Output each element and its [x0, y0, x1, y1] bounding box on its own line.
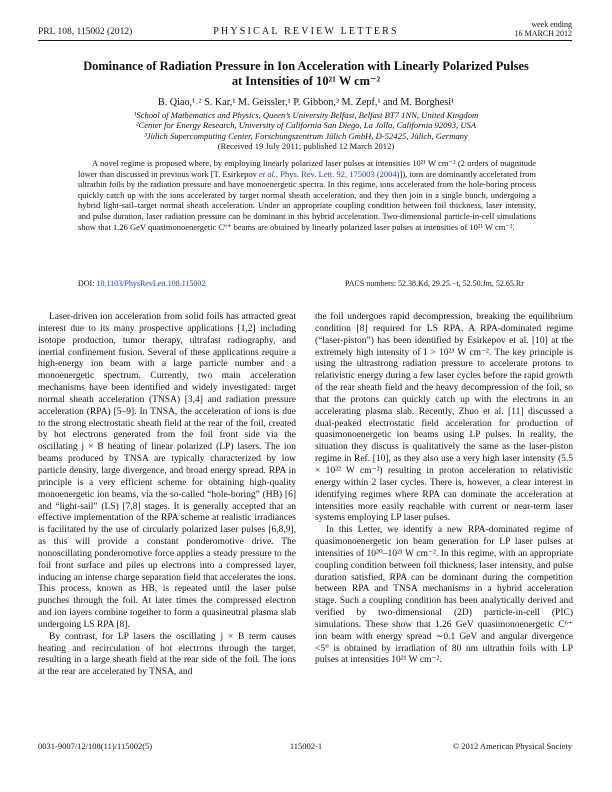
journal-reference: PRL 108, 115002 (2012)	[38, 27, 133, 37]
doi-label: DOI:	[78, 279, 97, 288]
received-dates: (Received 19 July 2011; published 12 March 2012)	[217, 141, 395, 152]
abstract	[78, 158, 536, 232]
abstract-etal[interactable]: et al.	[259, 168, 277, 179]
journal-name: PHYSICAL REVIEW LETTERS	[213, 26, 399, 37]
body-column-right	[315, 312, 573, 667]
abstract-text-2: ]), ions are dominantly accelerated from ultrathin foils by the radiation pressure and have monoenergetic spectra. In this regime, ions accelerated from the hole-boring process quickly catch up with the ions accelerated by target normal sheath acceleration, and they then join in a single bunch, undergoing a hybrid light-sail–target normal sheath acceleration. Under an appropriate coupling condition between foil thickness, laser intensity, and pulse duration, laser radiation pressure can be dominant in this hybrid acceleration. Two-dimensional particle-in-cell simulations show that 1.26 GeV quasimonoenergetic C⁶⁺ beams are obtained by linearly polarized laser pulses at intensities of 10²¹ W cm⁻².	[78, 168, 536, 232]
pacs-numbers: PACS numbers: 52.38.Kd, 29.25.−t, 52.50.Jm, 52.65.Rr	[345, 279, 524, 288]
paragraph-continuation: the foil undergoes rapid decompression, breaking the equilibrium condition [8] required for LS RPA. A RPA-dominated regime (“laser-piston”) has been identified by Esirkepov et al. [10] at the extremely high intensity of I > 10²³ W cm⁻². The key principle is using the ultrastrong radiation pressure to accelerate protons to relativistic energy during a few laser cycles before the rapid growth of the rear sheath field and the heavy decompression of the foil, so that the protons can quickly catch up with the electrons in an accelerating plasma slab. Recently, Zhuo et al. [11] discussed a dual-peaked electrostatic field acceleration for production of quasimonoenergetic ion beams using LP pulses. In reality, the situation they discuss is qualitatively the same as the laser-piston regime in Ref. [10], as they also use a very high laser intensity (5.5 × 10²² W cm⁻²) resulting in proton acceleration to relativistic energy within 2 laser cycles. There is, however, a clear interest in identifying regimes where RPA can dominate the acceleration at intensities more easily reachable with current or near-term laser systems employing LP laser pulses.	[315, 312, 573, 524]
copyright: © 2012 American Physical Society	[452, 741, 572, 751]
paper-title	[60, 59, 552, 89]
paragraph-this-letter: In this Letter, we identify a new RPA-dominated regime of quasimonoenergetic ion beam generation for LP laser pulses at intensities of 10²⁰–10²¹ W cm⁻². In this regime, with an appropriate coupling condition between foil thickness, laser intensity, and pulse duration satisfied, RPA can be dominant during the competition between RPA and TNSA mechanisms in a hybrid acceleration stage. Such a coupling condition has been analytically derived and verified by two-dimensional (2D) particle-in-cell (PIC) simulations. These show that 1.26 GeV quasimonoenergetic C⁶⁺ ion beam with energy spread ∼0.1 GeV and angular divergence <5° is obtained by irradiation of 80 nm ultrathin foils with LP pulses at intensities 10²¹ W cm⁻².	[315, 525, 573, 666]
doi	[78, 279, 205, 288]
abstract-text-1: A novel regime is proposed where, by employing linearly polarized laser pulses at intensities 10²¹ W cm⁻² (2 orders of magnitude lower than discussed in previous work [T. Esirkepov	[78, 158, 536, 179]
week-date: 16 MARCH 2012	[514, 29, 572, 38]
header-rule	[38, 40, 572, 41]
author-list: B. Qiao,¹˒² S. Kar,¹ M. Geissler,¹ P. Gibbon,³ M. Zepf,¹ and M. Borghesi¹	[157, 97, 455, 108]
abstract-reference-link[interactable]: , Phys. Rev. Lett. 92, 175003 (2004)	[276, 168, 400, 179]
title-line-1: Dominance of Radiation Pressure in Ion Acceleration with Linearly Polarized Pulses	[83, 59, 529, 73]
week-label: week ending	[531, 20, 572, 29]
affiliations	[0, 110, 612, 152]
body-column-left	[38, 312, 296, 679]
affiliation-1: ¹School of Mathematics and Physics, Queen’s University Belfast, Belfast BT7 1NN, United Kingdom	[133, 110, 479, 120]
affiliation-3: ³Jülich Supercomputing Center, Forschungszentrum Jülich GmbH, D-52425, Jülich, Germany	[144, 130, 468, 141]
doi-link[interactable]: 10.1103/PhysRevLett.108.115002	[96, 279, 206, 288]
page-number: 115002-1	[289, 741, 323, 751]
title-line-2: at Intensities of 10²¹ W cm⁻²	[231, 74, 381, 88]
issue-date	[515, 20, 572, 38]
footer-code: 0031-9007/12/108(11)/115002(5)	[38, 741, 153, 751]
paragraph-intro: Laser-driven ion acceleration from solid foils has attracted great interest due to its many prospective applications [1,2] including isotope production, tumor therapy, ultrafast radiography, and inertial confinement fusion. Several of these applications require a high-energy ion beam with a large particle number and a monoenergetic spectrum. Currently, two main acceleration mechanisms have been identified and widely investigated: target normal sheath acceleration (TNSA) [3,4] and radiation pressure acceleration (RPA) [5–9]. In TNSA, the acceleration of ions is due to the strong electrostatic sheath field at the rear of the foil, created by hot electrons generated from the foil front side via the oscillating j × B heating of linear polarized (LP) lasers. The ion beams produced by TNSA are typically characterized by low particle density, large divergence, and broad energy spread. RPA in principle is a very efficient scheme for obtaining high-quality monoenergetic ion beams, via the so-called “hole-boring” (HB) [6] and “light-sail” (LS) [7,8] stages. It is generally accepted that an effective implementation of the RPA scheme at realistic irradiances is facilitated by the use of circularly polarized laser pulses [6,8,9], as this will provide a constant ponderomotive drive. The nonoscillating ponderomotive force applies a steady pressure to the foil front surface and piles up electrons into a compressed layer, inducing an intense charge separation field that accelerates the ions. This process, known as HB, is repeated until the laser pulse punches through the foil. At later times the compressed electron and ion layers combine together to form a quasineutral plasma slab undergoing LS RPA [8].	[38, 312, 296, 630]
paragraph-contrast: By contrast, for LP lasers the oscillating j × B term causes heating and recirculation of hot electrons through the target, resulting in a large sheath field at the rear side of the foil. The ions at the rear are accelerated by TNSA, and	[38, 631, 296, 678]
affiliation-2: ²Center for Energy Research, University of California San Diego, La Jolla, California 92093, USA	[135, 120, 477, 131]
